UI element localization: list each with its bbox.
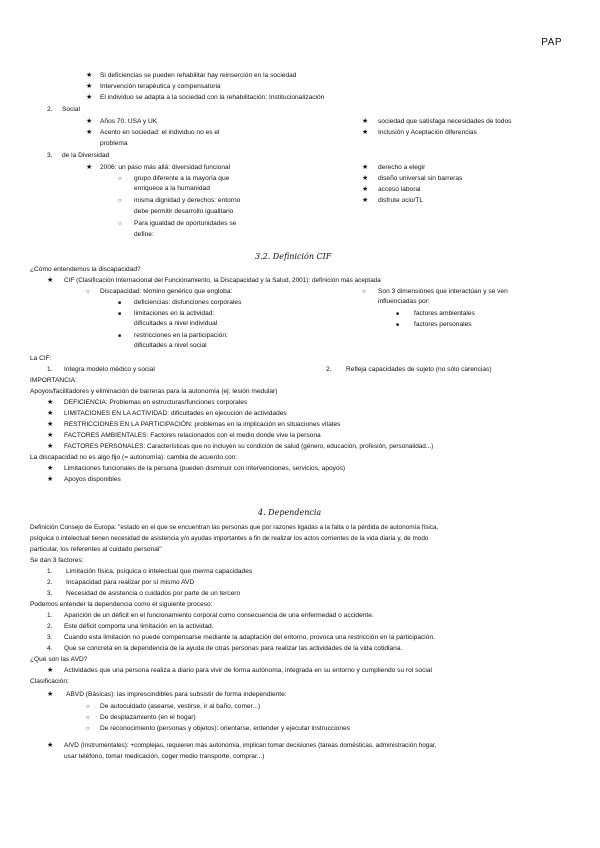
paragraph-line: particular, los referentes al cuidado personal": [30, 546, 162, 553]
square-bullet-icon: ■: [118, 311, 122, 317]
star-bullet-icon: ★: [86, 164, 93, 171]
list-item: AIVD (Instrumentales): +complejas, requieren más autonomía, implican tomar decisiones (tareas domésticas, administración hogar,: [64, 742, 437, 749]
star-bullet-icon: ★: [362, 197, 369, 204]
list-item: FACTORES PERSONALES: Características que no incluyen su condición de salud (género, educación, profesión, personalidad...): [64, 443, 434, 450]
list-number: 3.: [47, 634, 53, 641]
list-item: Incapacidad para realizar por sí mismo AVD: [66, 579, 195, 586]
list-item: factores personales: [414, 321, 472, 328]
list-item: Aparición de un déficit en el funcionamiento corporal como consecuencia de una enfermedad o accidente.: [64, 612, 374, 619]
list-item-continuation: enriquece a la humanidad: [134, 185, 210, 192]
paragraph-line: IMPORTANCIA:: [30, 377, 78, 384]
circle-bullet-icon: ○: [86, 715, 90, 721]
list-item: Si deficiencias se pueden rehabilitar hay reinserción en la sociedad: [100, 72, 297, 79]
star-bullet-icon: ★: [362, 129, 369, 136]
star-bullet-icon: ★: [47, 432, 54, 439]
star-bullet-icon: ★: [47, 421, 54, 428]
star-bullet-icon: ★: [47, 443, 54, 450]
list-number: 2.: [47, 579, 53, 586]
square-bullet-icon: ■: [396, 322, 400, 328]
star-bullet-icon: ★: [362, 118, 369, 125]
paragraph-line: Definición Consejo de Europa: "estado en el que se encuentran las personas que por razones ligadas a la falta o la pérdida de autonomía física,: [30, 524, 439, 531]
star-bullet-icon: ★: [86, 94, 93, 101]
list-item: De autocuidado (asearse, vestirse, ir al baño, comer...): [100, 703, 261, 710]
star-bullet-icon: ★: [86, 72, 93, 79]
list-item: El individuo se adapta a la sociedad con la rehabilitación: Institucionalización: [100, 94, 325, 101]
question-line: ¿Qué son las AVD?: [30, 656, 88, 663]
list-number: 3.: [47, 152, 53, 159]
list-number: 1.: [47, 612, 53, 619]
star-bullet-icon: ★: [47, 465, 54, 472]
list-item: RESTRICCIONES EN LA PARTICIPACIÓN: problemas en la implicación en situaciones vitales: [64, 421, 341, 428]
list-item: grupo diferente a la mayoría que: [134, 175, 230, 182]
star-bullet-icon: ★: [47, 691, 54, 698]
list-item: Discapacidad: término genérico que engloba:: [100, 288, 233, 295]
list-item: Social: [62, 106, 80, 113]
circle-bullet-icon: ○: [118, 221, 122, 227]
square-bullet-icon: ■: [118, 333, 122, 339]
list-item: De reconocimiento (personas y objetos): orientarse, entender y ejecutar instrucciones: [100, 725, 350, 732]
list-item: diseño universal sin barreras: [378, 175, 463, 182]
list-item: Años 70. USA y UK: [100, 118, 158, 125]
list-number: 3.: [47, 590, 53, 597]
list-item: de la Diversidad: [62, 152, 110, 159]
list-item: CIF (Clasificación Internacional del Funcionamiento, la Discapacidad y la Salud, 2001): definición más aceptada: [64, 277, 381, 284]
square-bullet-icon: ■: [396, 311, 400, 317]
section-heading: 4. Dependencia: [258, 508, 322, 517]
star-bullet-icon: ★: [47, 410, 54, 417]
list-item: LIMITACIONES EN LA ACTIVIDAD: dificultades en ejecución de actividades: [64, 410, 287, 417]
paragraph-line: La CIF:: [30, 355, 52, 362]
star-bullet-icon: ★: [362, 175, 369, 182]
list-number: 1.: [47, 366, 53, 373]
star-bullet-icon: ★: [86, 118, 93, 125]
list-number: 2.: [326, 366, 332, 373]
paragraph-line: Se dan 3 factores:: [30, 557, 84, 564]
square-bullet-icon: ■: [118, 300, 122, 306]
list-item: FACTORES AMBIENTALES: Factores relacionados con el medio donde vive la persona: [64, 432, 321, 439]
list-item: disfrute ocio/TL: [378, 197, 424, 204]
list-item: ABVD (Básicas): las imprescindibles para subsistir de forma independiente:: [66, 691, 287, 698]
star-bullet-icon: ★: [47, 667, 54, 674]
list-item: factores ambientales: [414, 310, 475, 317]
list-item: 2006: un paso más allá: diversidad funcional: [100, 164, 231, 171]
list-number: 4.: [47, 645, 53, 652]
circle-bullet-icon: ○: [86, 289, 90, 295]
list-item: acceso laboral: [378, 186, 421, 193]
star-bullet-icon: ★: [47, 399, 54, 406]
list-item-continuation: dificultades a nivel social: [134, 342, 207, 349]
list-item: De desplazamiento (en el hogar): [100, 714, 196, 721]
list-item: limitaciones en la actividad:: [134, 310, 215, 317]
list-item: Intervención terapéutica y compensatoria: [100, 83, 221, 90]
list-item: derecho a elegir: [378, 164, 426, 171]
section-heading: 3.2. Definición CIF: [255, 252, 332, 261]
circle-bullet-icon: ○: [86, 726, 90, 732]
star-bullet-icon: ★: [362, 186, 369, 193]
paragraph-line: La discapacidad no es algo fijo (= autonomía): cambia de acuerdo con:: [30, 454, 238, 461]
list-item: misma dignidad y derechos: entorno: [134, 197, 241, 204]
circle-bullet-icon: ○: [118, 198, 122, 204]
star-bullet-icon: ★: [86, 129, 93, 136]
list-item: DEFICIENCIA: Problemas en estructuras/funciones corporales: [64, 399, 248, 406]
list-number: 1.: [47, 568, 53, 575]
list-item-continuation: dificultades a nivel individual: [134, 320, 218, 327]
star-bullet-icon: ★: [47, 277, 54, 284]
list-item: Apoyos disponibles: [64, 476, 121, 483]
circle-bullet-icon: ○: [86, 704, 90, 710]
star-bullet-icon: ★: [47, 742, 54, 749]
list-item-continuation: debe permitir desarrollo igualitario: [134, 208, 234, 215]
list-item: Actividades que una persona realiza a diario para vivir de forma autónoma, integrada en su entorno y cumpliendo su rol social: [64, 667, 432, 674]
list-item: Necesidad de asistencia o cuidados por parte de un tercero: [66, 590, 241, 597]
list-item: Para igualdad de oportunidades se: [134, 220, 237, 227]
list-item: deficiencias: disfunciones corporales: [134, 299, 242, 306]
list-item: Este déficit comporta una limitación en la actividad.: [64, 623, 214, 630]
question-line: ¿Cómo entendemos la discapacidad?: [30, 266, 141, 273]
list-item: sociedad que satisfaga necesidades de todos: [378, 118, 512, 125]
paragraph-line: Clasificación:: [30, 678, 69, 685]
list-item: Refleja capacidades de sujeto (no sólo carencias): [346, 366, 492, 373]
paragraph-line: psíquica o intelectual tienen necesidad de asistencia y/o ayudas importantes a fin de realizar los actos corrientes de la vida diaria y, de modo: [30, 535, 429, 542]
list-item: Integra modelo médico y social: [64, 366, 155, 373]
list-item: Inclusión y Aceptación diferencias: [378, 129, 477, 136]
circle-bullet-icon: ○: [362, 289, 366, 295]
list-item: Limitaciones funcionales de la persona (pueden disminuir con intervenciones, servicios, apoyos): [64, 465, 346, 472]
paragraph-line: Apoyos/facilitadores y eliminación de barreras para la autonomía (ej: lesión medular): [30, 388, 278, 395]
list-item-continuation: problema: [100, 140, 128, 147]
list-item: Limitación física, psíquica o intelectual que merma capacidades: [66, 568, 253, 575]
list-number: 2.: [47, 106, 53, 113]
page-header-code: PAP: [541, 37, 562, 48]
list-item: Son 3 dimensiones que interactúan y se ven: [378, 288, 508, 295]
list-item-continuation: influenciadas por:: [378, 298, 430, 305]
list-number: 2.: [47, 623, 53, 630]
list-item-continuation: define:: [134, 231, 154, 238]
star-bullet-icon: ★: [86, 83, 93, 90]
list-item: Acento en sociedad: el individuo no es el: [100, 129, 220, 136]
list-item-continuation: usar teléfono, tomar medicación, coger medio transporte, comprar...): [64, 753, 265, 760]
list-item: Cuando esta limitación no puede compensarse mediante la adaptación del entorno, provoca una restricción en la participación.: [64, 634, 435, 641]
list-item: Que se concreta en la dependencia de la ayuda de otras personas para realizar las actividades de la vida cotidiana.: [64, 645, 403, 652]
star-bullet-icon: ★: [362, 164, 369, 171]
list-item: restricciones en la participación:: [134, 332, 228, 339]
paragraph-line: Podemos entender la dependencia como el siguiente proceso:: [30, 601, 213, 608]
circle-bullet-icon: ○: [118, 176, 122, 182]
star-bullet-icon: ★: [47, 476, 54, 483]
